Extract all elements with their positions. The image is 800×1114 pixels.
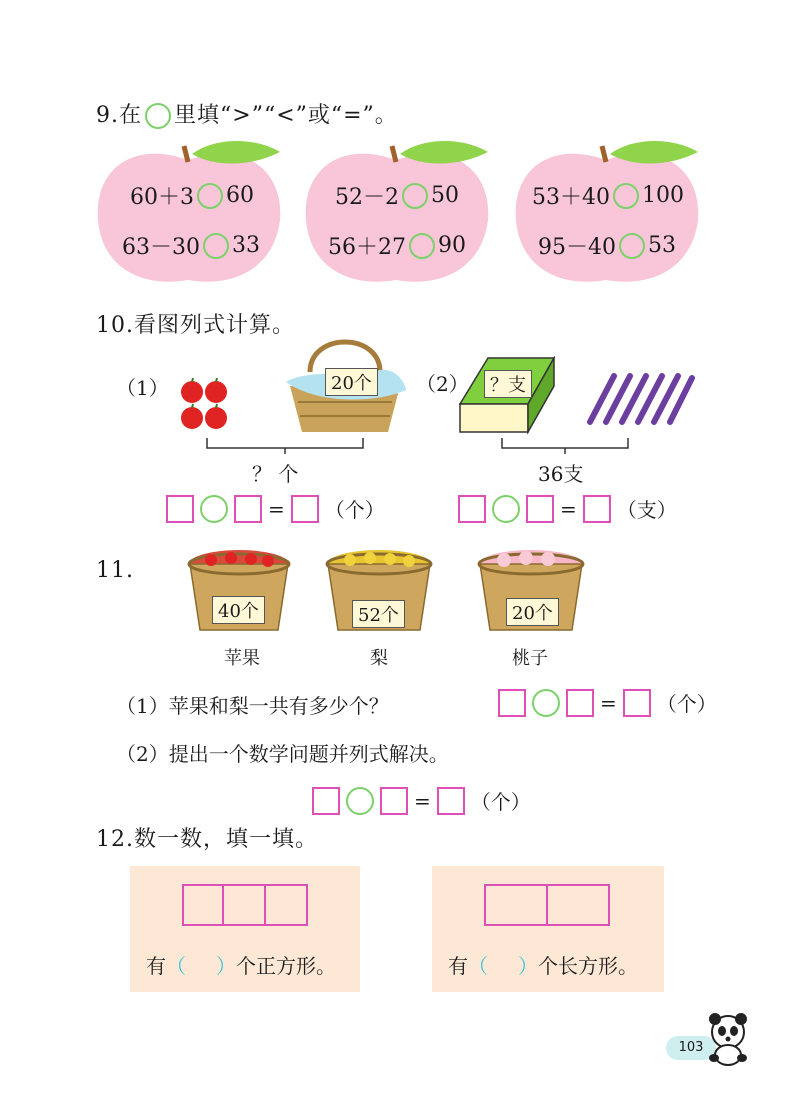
operator-circle[interactable] xyxy=(200,495,228,523)
purple-pens-icon xyxy=(578,366,698,430)
square-cell xyxy=(264,884,308,926)
equals-sign: = xyxy=(268,496,285,521)
expr-1a: 60＋3 60 xyxy=(130,183,254,210)
answer-box[interactable] xyxy=(526,495,554,523)
answer-box[interactable] xyxy=(312,787,340,815)
expr-2b: 56＋27 90 xyxy=(328,233,466,260)
apple-basket-label: 40个 xyxy=(212,596,265,624)
q10-part1-equation xyxy=(166,494,385,523)
q10-part2-brace-label: 36支 xyxy=(538,462,584,486)
rectangles-panel xyxy=(432,866,664,992)
expr-3b: 95－40 53 xyxy=(538,233,676,260)
square-cell xyxy=(182,884,224,926)
answer-box[interactable] xyxy=(566,689,594,717)
q9-number: 9. xyxy=(96,103,119,128)
q12-title: 12.数一数，填一填。 xyxy=(96,827,318,852)
q11-sub1-equation xyxy=(498,688,717,717)
answer-box[interactable] xyxy=(291,495,319,523)
answer-circle-icon[interactable] xyxy=(613,183,639,209)
pear-basket-label: 52个 xyxy=(352,600,405,628)
q10-part1-brace-label: ？ 个 xyxy=(252,462,299,486)
brace-icon xyxy=(205,436,365,456)
expr-2a: 52－2 50 xyxy=(335,183,459,210)
peach-name: 桃子 xyxy=(512,648,548,669)
four-apples-icon xyxy=(178,378,238,434)
rectangle-cell xyxy=(484,884,548,926)
panda-icon xyxy=(700,1010,756,1066)
square-cell xyxy=(222,884,266,926)
answer-box[interactable] xyxy=(166,495,194,523)
brace-icon xyxy=(500,436,630,456)
apple-shapes xyxy=(92,140,712,290)
answer-circle-icon[interactable] xyxy=(409,233,435,259)
q11-sub1: （1）苹果和梨一共有多少个？ xyxy=(116,694,389,718)
page-number: 103 xyxy=(666,1036,716,1060)
q10-part2-label: （2） xyxy=(416,372,469,396)
answer-box[interactable] xyxy=(380,787,408,815)
unit-label: （个） xyxy=(324,498,385,522)
answer-circle-icon[interactable] xyxy=(619,233,645,259)
peach-basket-label: 20个 xyxy=(506,598,559,626)
pear-name: 梨 xyxy=(370,648,388,669)
operator-circle[interactable] xyxy=(532,689,560,717)
equals-sign: = xyxy=(600,690,617,715)
operator-circle[interactable] xyxy=(346,787,374,815)
q11-sub2-equation xyxy=(312,786,531,815)
answer-box[interactable] xyxy=(234,495,262,523)
answer-circle-icon xyxy=(145,103,171,129)
unit-label: （个） xyxy=(470,790,531,814)
pencil-box-label: ？支 xyxy=(484,370,532,398)
equals-sign: = xyxy=(560,496,577,521)
expr-1b: 63－30 33 xyxy=(122,233,260,260)
apple-name: 苹果 xyxy=(224,648,260,669)
q9-title xyxy=(96,98,398,129)
answer-circle-icon[interactable] xyxy=(203,233,229,259)
unit-label: （支） xyxy=(616,498,677,522)
q10-part1-label: （1） xyxy=(116,376,169,400)
q9-text-before: 在 xyxy=(119,103,143,128)
q9-text-after: 里填“>”“<”或“=”。 xyxy=(174,103,398,128)
answer-box[interactable] xyxy=(583,495,611,523)
rectangles-answer-line: 有（ ）个长方形。 xyxy=(448,954,638,978)
unit-label: （个） xyxy=(656,692,717,716)
squares-panel xyxy=(130,866,360,992)
q11-number: 11. xyxy=(96,558,134,583)
answer-box[interactable] xyxy=(458,495,486,523)
basket-label-20: 20个 xyxy=(325,368,378,396)
equals-sign: = xyxy=(414,788,431,813)
operator-circle[interactable] xyxy=(492,495,520,523)
answer-box[interactable] xyxy=(437,787,465,815)
answer-box[interactable] xyxy=(498,689,526,717)
answer-box[interactable] xyxy=(623,689,651,717)
q10-title: 10.看图列式计算。 xyxy=(96,313,295,338)
expr-3a: 53＋40 100 xyxy=(532,183,684,210)
answer-circle-icon[interactable] xyxy=(402,183,428,209)
rectangle-cell xyxy=(546,884,610,926)
q10-part2-equation xyxy=(458,494,677,523)
answer-circle-icon[interactable] xyxy=(197,183,223,209)
q9-apples xyxy=(92,140,712,290)
q11-sub2: （2）提出一个数学问题并列式解决。 xyxy=(116,742,449,766)
squares-answer-line: 有（ ）个正方形。 xyxy=(146,954,336,978)
